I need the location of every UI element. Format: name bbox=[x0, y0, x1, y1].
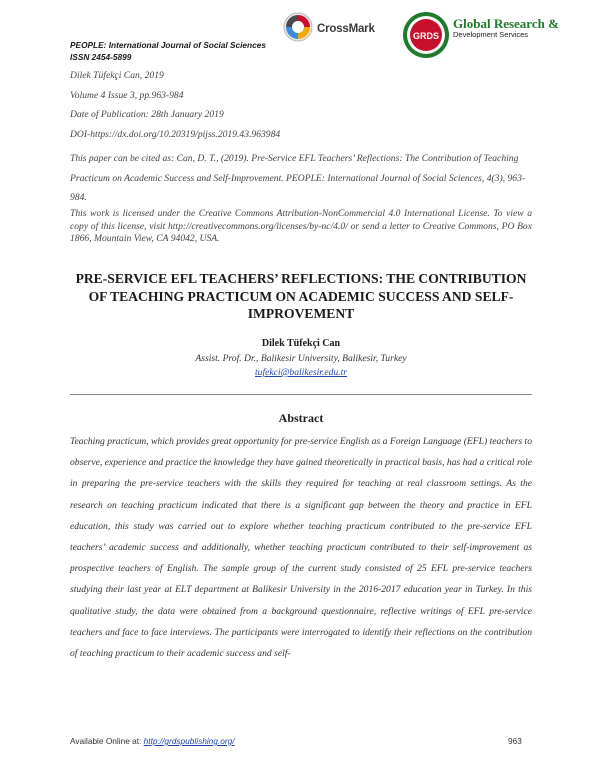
email-link[interactable]: tufekci@balikesir.edu.tr bbox=[255, 367, 347, 378]
abstract-body: Teaching practicum, which provides great opportunity for pre-service English as a Foreign Language (EFL) teachers to observe, experience and practice the knowledge they have gained theoretically in practical basis, has had a critical role in preparing the pre-service teachers with the skills they required for teaching at real classroom settings. As the research on teaching practicum indicated that there is a significant gap between the theory and practice in EFL education, this study was carried out to explore whether teaching practicum contributed to the pre-service EFL teachers’ academic success and additionally, whether teaching practicum contributed to their self-improvement as prospective teachers of English. The sample group of the current study consisted of 25 EFL pre-service teachers studying their last year at ELT department at Balikesir University in the 2016-2017 education year in Turkey. In this qualitative study, the data were obtained from a background questionnaire, reflective writings of EFL pre-service teachers and face to face interviews. The participants were interrogated to identify their reflections on the contribution of teaching practicum to their academic success and self- bbox=[70, 436, 532, 660]
grds-emblem-icon bbox=[402, 11, 450, 59]
page-number: 963 bbox=[508, 736, 522, 746]
journal-name: PEOPLE: International Journal of Social Sciences bbox=[70, 40, 266, 50]
publication-date: Date of Publication: 28th January 2019 bbox=[70, 109, 224, 120]
footer-url-link[interactable]: http://grdspublishing.org/ bbox=[143, 736, 235, 746]
grds-subtitle: Development Services bbox=[453, 30, 529, 39]
author-year: Dilek Tüfekçi Can, 2019 bbox=[70, 70, 164, 81]
footer bbox=[70, 736, 235, 746]
author-name: Dilek Tüfekçi Can bbox=[261, 338, 341, 349]
abstract-heading: Abstract bbox=[278, 411, 324, 425]
license-notice: This work is licensed under the Creative Commons Attribution-NonCommercial 4.0 International License. To view a copy of this license, visit http://creativecommons.org/licenses/by-nc/4.0/ or send a letter to Creative Commons, PO Box 1866, Mountain View, CA 94042, USA. bbox=[70, 208, 532, 244]
doi[interactable]: DOI-https://dx.doi.org/10.20319/pijss.2019.43.963984 bbox=[70, 128, 281, 140]
author-affiliation: Assist. Prof. Dr., Balikesir University, Balikesir, Turkey bbox=[195, 353, 407, 364]
divider bbox=[70, 394, 532, 395]
grds-title: Global Research & bbox=[453, 16, 559, 31]
author-email bbox=[70, 367, 532, 378]
crossmark-icon bbox=[283, 12, 313, 46]
crossmark-badge[interactable] bbox=[283, 12, 375, 46]
journal-header bbox=[70, 39, 266, 63]
grds-badge-text: GRDS bbox=[412, 31, 440, 41]
article-title: PRE-SERVICE EFL TEACHERS’ REFLECTIONS: THE CONTRIBUTION OF TEACHING PRACTICUM ON ACADEMIC SUCCESS AND SELF-IMPROVEMENT bbox=[75, 271, 527, 321]
crossmark-label: CrossMark bbox=[317, 23, 375, 35]
journal-issn: ISSN 2454-5899 bbox=[70, 52, 132, 62]
footer-available-label: Available Online at: bbox=[70, 736, 142, 746]
grds-logo bbox=[402, 11, 559, 59]
citation: This paper can be cited as: Can, D. T., (2019). Pre-Service EFL Teachers’ Reflections: The Contribution of Teaching Practicum on Academic Success and Self-Improvement. PEOPLE: International Journal of Social Sciences, 4(3), 963-984. bbox=[70, 153, 526, 203]
publication-meta bbox=[70, 70, 540, 148]
volume-info: Volume 4 Issue 3, pp.963-984 bbox=[70, 89, 184, 101]
